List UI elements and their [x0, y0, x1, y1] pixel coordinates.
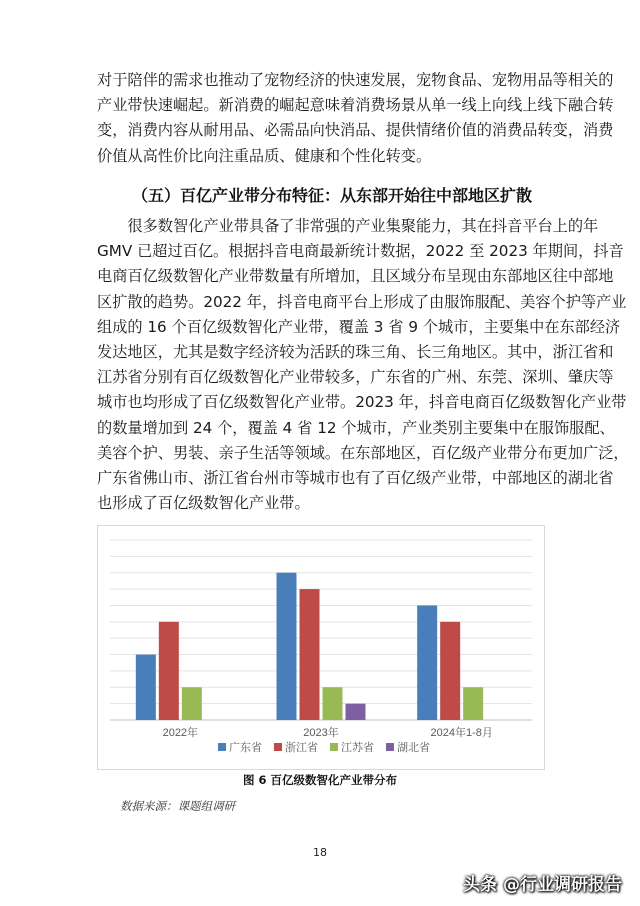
text-line: 的数量增加到 24 个，覆盖 4 省 12 个城市，产业类别主要集中在服饰服配、	[97, 418, 615, 437]
bar-浙江省-2023年	[300, 589, 320, 720]
figure-caption: 图 6 百亿级数智化产业带分布	[242, 773, 397, 787]
legend-swatch	[218, 743, 226, 751]
text-line: 广东省佛山市、浙江省台州市等城市也有了百亿级产业带，中部地区的湖北省	[97, 468, 614, 487]
text-line: 城市也均形成了百亿级数智化产业带。2023 年，抖音电商百亿级数智化产业带	[97, 393, 627, 412]
bar-广东省-2024年1-8月	[417, 605, 437, 720]
text-line: 产业带快速崛起。新消费的崛起意味着消费场景从单一线上向线上线下融合转	[97, 96, 614, 115]
legend-label: 湖北省	[397, 742, 430, 754]
text-line: 发达地区，尤其是数字经济较为活跃的珠三角、长三角地区。其中，浙江省和	[97, 342, 614, 361]
x-tick-label: 2023年	[303, 727, 339, 739]
text-line: 美容个护、男装、亲子生活等领域。在东部地区，百亿级产业带分布更加广泛，	[97, 443, 629, 462]
text-line: 江苏省分别有百亿级数智化产业带较多，广东省的广州、东莞、深圳、肇庆等	[97, 368, 614, 387]
bar-湖北省-2023年	[346, 704, 366, 720]
watermark: 头条 @行业调研报告	[463, 875, 622, 895]
bar-chart	[98, 526, 544, 769]
legend-swatch	[386, 743, 394, 751]
text-line: 很多数智化产业带具备了非常强的产业集聚能力，其在抖音平台上的年	[97, 217, 599, 235]
text-line: 也形成了百亿级数智化产业带。	[97, 494, 310, 513]
text-line: 价值从高性价比向注重品质、健康和个性化转变。	[97, 146, 432, 165]
bar-广东省-2022年	[136, 655, 156, 720]
text-line: GMV 已超过百亿。根据抖音电商最新统计数据，2022 至 2023 年期间，抖音	[97, 242, 624, 261]
chart-frame	[97, 525, 545, 770]
legend-swatch	[274, 743, 282, 751]
text-line: 变，消费内容从耐用品、必需品向快消品、提供情绪价值的消费品转变，消费	[97, 121, 614, 140]
x-tick-label: 2024年1-8月	[430, 727, 493, 739]
bar-江苏省-2022年	[182, 687, 202, 720]
section-heading: （五）百亿产业带分布特征：从东部开始往中部地区扩散	[132, 186, 533, 205]
legend-swatch	[330, 743, 338, 751]
text-line: 对于陪伴的需求也推动了宠物经济的快速发展，宠物食品、宠物用品等相关的	[97, 71, 614, 89]
paragraph-consumption	[97, 68, 614, 169]
bar-江苏省-2024年1-8月	[463, 687, 483, 720]
text-line: 组成的 16 个百亿级数智化产业带，覆盖 3 省 9 个城市，主要集中在东部经济	[97, 317, 621, 336]
page-number: 18	[313, 846, 327, 859]
data-source-note: 数据来源：课题组调研	[120, 799, 235, 813]
legend-label: 江苏省	[341, 742, 374, 754]
text-line: 区扩散的趋势。2022 年，抖音电商平台上形成了由服饰服配、美容个护等产业	[97, 292, 627, 311]
text-line: 电商百亿级数智化产业带数量有所增加，且区域分布呈现由东部地区往中部地	[97, 267, 614, 286]
bar-浙江省-2022年	[159, 622, 179, 720]
paragraph-industry-belts	[97, 214, 629, 516]
bar-浙江省-2024年1-8月	[440, 622, 460, 720]
legend-label: 广东省	[229, 742, 262, 754]
legend-label: 浙江省	[285, 742, 318, 754]
bar-广东省-2023年	[277, 573, 297, 720]
bar-江苏省-2023年	[323, 687, 343, 720]
x-tick-label: 2022年	[162, 727, 199, 739]
